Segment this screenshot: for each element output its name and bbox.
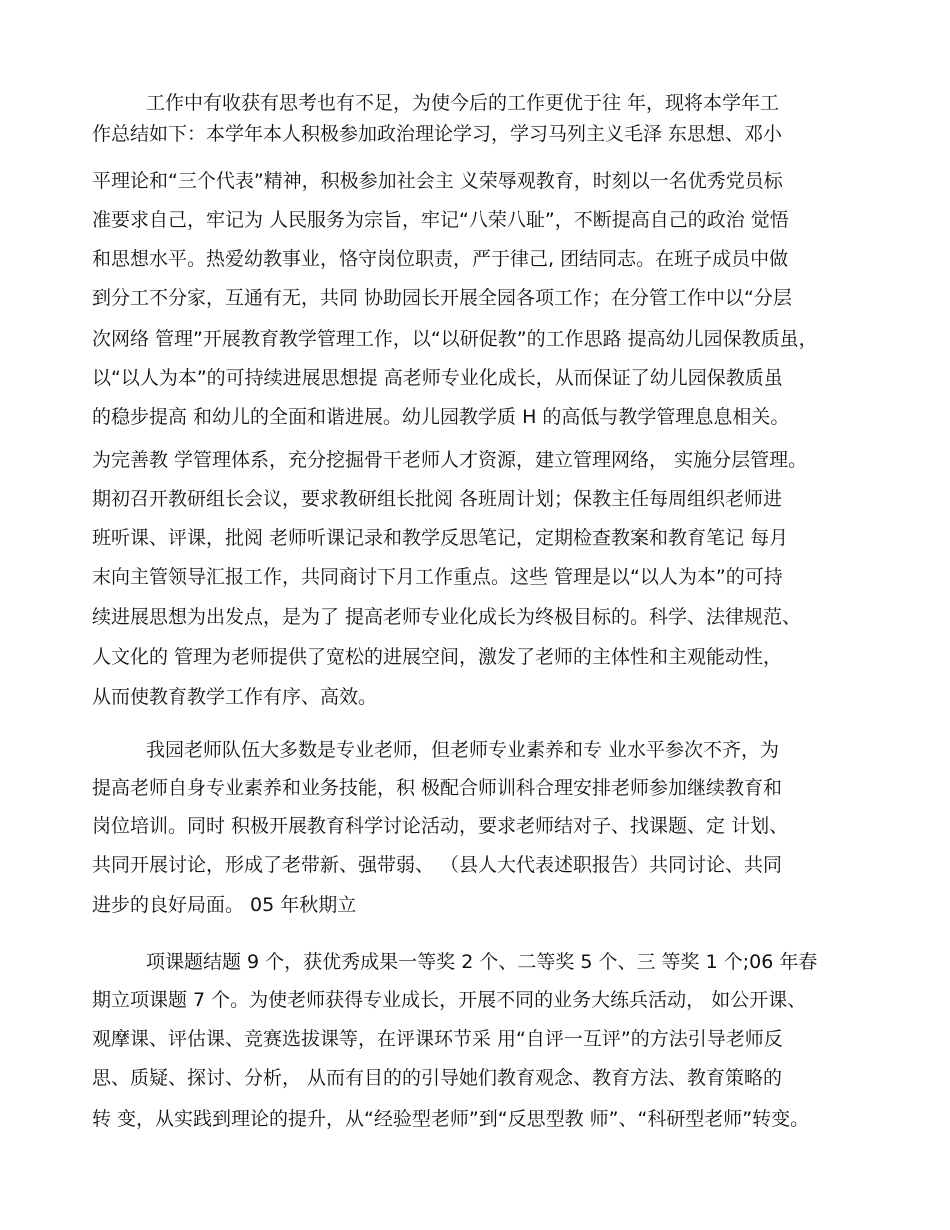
text-line: 平理论和“三个代表”精神，积极参加社会主 义荣辱观教育，时刻以一名优秀党员标 (92, 170, 783, 192)
text-line: 提高老师自身专业素养和业务技能，积 极配合师训科合理安排老师参加继续教育和 (92, 777, 783, 799)
text-line: 工作中有收获有思考也有不足，为使今后的工作更优于往 年，现将本学年工 (146, 92, 780, 114)
text-line: 作总结如下：本学年本人积极参加政治理论学习，学习马列主义毛泽 东思想、邓小 (92, 123, 783, 145)
text-line: 以“以人为本”的可持续进展思想提 高老师专业化成长，从而保证了幼儿园保教质虽 (92, 367, 783, 389)
text-line: 期初召开教研组长会议，要求教研组长批阅 各班周计划；保教主任每周组织老师进 (92, 488, 783, 510)
text-line: 到分工不分家，互通有无，共同 协助园长开展全园各项工作；在分管工作中以“分层 (92, 287, 792, 309)
text-line: 人文化的 管理为老师提供了宽松的进展空间，激发了老师的主体性和主观能动性， (92, 646, 783, 668)
text-line: 末向主管领导汇报工作，共同商讨下月工作重点。这些 管理是以“以人为本”的可持 (92, 566, 783, 588)
text-line: 的稳步提高 和幼儿的全面和谐进展。幼儿园教学质 H 的高低与教学管理息息相关。 (92, 406, 790, 428)
text-line: 思、质疑、探讨、分析， 从而有目的的引导她们教育观念、教育方法、教育策略的 (92, 1067, 783, 1089)
text-line: 次网络 管理”开展教育教学管理工作，以“以研促教”的工作思路 提高幼儿园保教质虽， (92, 328, 818, 350)
text-line: 进步的良好局面。 05 年秋期立 (92, 894, 357, 916)
text-line: 观摩课、评估课、竞赛选拔课等，在评课环节采 用“自评一互评”的方法引导老师反 (92, 1028, 783, 1050)
text-line: 共同开展讨论，形成了老带新、强带弱、 （县人大代表述职报告）共同讨论、共同 (92, 854, 783, 876)
text-line: 岗位培训。同时 积极开展教育科学讨论活动，要求老师结对子、找课题、定 计划、 (92, 815, 789, 837)
text-line: 续进展思想为出发点，是为了 提高老师专业化成长为终极目标的。科学、法律规范、 (92, 606, 802, 628)
text-line: 项课题结题 9 个，获优秀成果一等奖 2 个、二等奖 5 个、三 等奖 1 个;06 年春 (146, 951, 818, 973)
text-line: 期立项课题 7 个。为使老师获得专业成长，开展不同的业务大练兵活动， 如公开课、 (92, 989, 807, 1011)
text-line: 转 变，从实践到理论的提升，从“经验型老师”到“反思型教 师”、“科研型老师”转变。 (92, 1108, 810, 1130)
text-line: 和思想水平。热爱幼教事业，恪守岗位职责，严于律己, 团结同志。在班子成员中做 (92, 248, 789, 270)
text-line: 准要求自己，牢记为 人民服务为宗旨，牢记“八荣八耻”，不断提高自己的政治 觉悟 (92, 209, 789, 231)
text-line: 我园老师队伍大多数是专业老师，但老师专业素养和专 业水平参次不齐，为 (146, 739, 780, 761)
text-line: 班听课、评课，批阅 老师听课记录和教学反思笔记，定期检查教案和教育笔记 每月 (92, 527, 789, 549)
text-line: 从而使教育教学工作有序、高效。 (92, 686, 378, 708)
text-line: 为完善教 学管理体系，充分挖掘骨干老师人才资源，建立管理网络， 实施分层管理。 (92, 449, 808, 471)
